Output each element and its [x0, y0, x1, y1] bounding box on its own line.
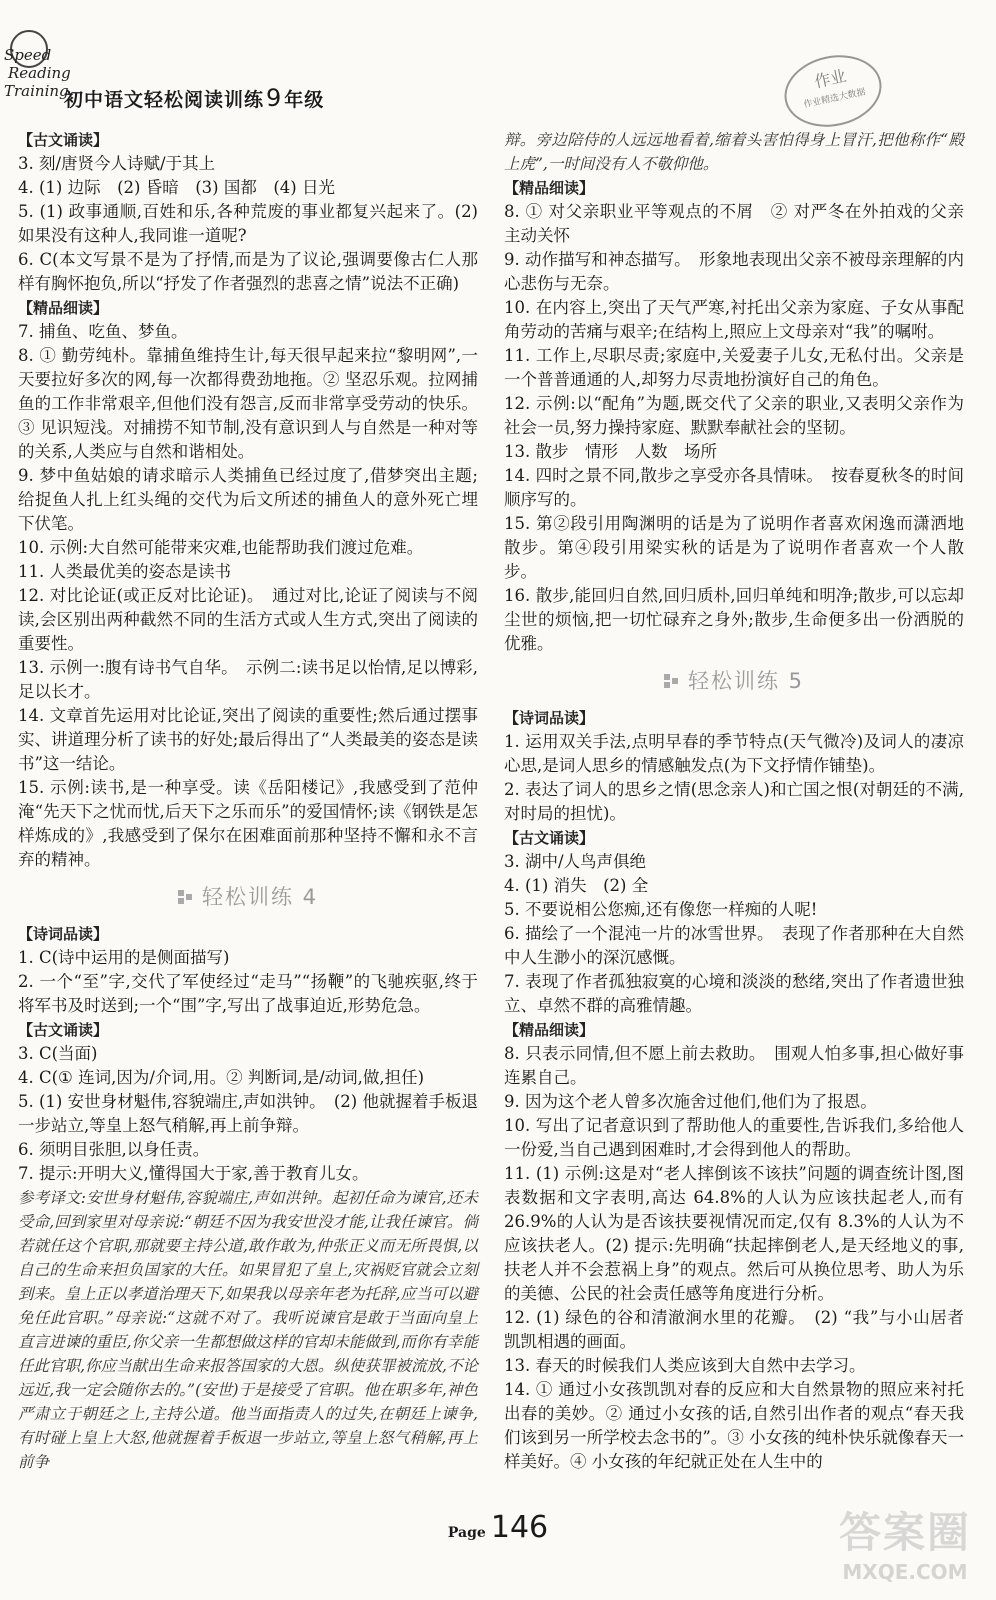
answer-item: 6. C(本文写景不是为了抒情,而是为了议论,强调要像古仁人那样有胸怀抱负,所以“抒发了作者强烈的悲喜之情”说法不正确)	[18, 250, 478, 293]
answer-item: 5. 不要说相公您痴,还有像您一样痴的人呢!	[504, 900, 818, 919]
logo-line-2: Reading	[8, 64, 71, 82]
answer-item: 6. 描绘了一个混沌一片的冰雪世界。 表现了作者那种在大自然中人生渺小的深沉感慨。	[504, 924, 964, 967]
logo-line-1: Speed	[4, 46, 52, 64]
answer-item: 13. 示例一:腹有诗书气自华。 示例二:读书足以怡情,足以博彩,足以长才。	[18, 658, 478, 701]
watermark-logo-text: 答案圈	[838, 1508, 971, 1557]
answer-item: 2. 表达了词人的思乡之情(思念亲人)和亡国之恨(对朝廷的不满,对时局的担忧)。	[504, 780, 964, 823]
answer-item: 2. 一个“至”字,交代了军使经过“走马”“扬鞭”的飞驰疾驱,终于将军书及时送到;一个“围”字,写出了战事迫近,形势危急。	[18, 972, 478, 1015]
answer-item: 14. 四时之景不同,散步之享受亦各具情味。 按春夏秋冬的时间顺序写的。	[504, 466, 964, 509]
answer-item: 3. C(当面)	[18, 1044, 98, 1063]
logo-line-3: Training	[4, 82, 69, 100]
answer-item: 12. 示例:以“配角”为题,既交代了父亲的职业,又表明父亲作为社会一员,努力操持家庭、默默奉献社会的坚韧。	[504, 394, 964, 437]
answer-item: 7. 表现了作者孤独寂寞的心境和淡淡的愁绪,突出了作者遗世独立、卓然不群的高雅情趣。	[504, 972, 964, 1015]
lesson-mark-icon	[664, 674, 678, 688]
answer-item: 1. C(诗中运用的是侧面描写)	[18, 948, 230, 967]
answer-item: 14. 文章首先运用对比论证,突出了阅读的重要性;然后通过摆事实、讲道理分析了读书的好处;最后得出了“人类最美的姿态是读书”这一结论。	[18, 706, 478, 773]
answer-item: 10. 示例:大自然可能带来灾难,也能帮助我们渡过危难。	[18, 538, 424, 557]
book-title-main: 初中语文轻松阅读训练	[64, 89, 265, 111]
answer-item: 5. (1) 安世身材魁伟,容貌端庄,声如洪钟。 (2) 他就握着手板退一步站立,等皇上怒气稍解,再上前争辩。	[18, 1092, 478, 1135]
answer-item: 14. ① 通过小女孩凯凯对春的反应和大自然景物的照应来衬托出春的美妙。② 通过小女孩的话,自然引出作者的观点“春天我们该到另一所学校去念书的”。③ 小女孩的纯朴快乐就像春天一样美好。④ 小女孩的年纪就正处在人生中的	[504, 1380, 964, 1471]
reference-translation: 辩。旁边陪侍的人远远地看着,缩着头害怕得身上冒汗,把他称作“殿上虎”,一时间没有人不敬仰他。	[504, 131, 964, 173]
answer-item: 5. (1) 政事通顺,百姓和乐,各种荒废的事业都复兴起来了。(2) 如果没有这种人,我同谁一道呢?	[18, 202, 478, 245]
answer-item: 10. 写出了记者意识到了帮助他人的重要性,告诉我们,多给他人一份爱,当自己遇到困难时,才会得到他人的帮助。	[504, 1116, 964, 1159]
answer-item: 8. ① 勤劳纯朴。靠捕鱼维持生计,每天很早起来拉“黎明网”,一天要拉好多次的网,每一次都得费劲地拖。② 坚忍乐观。拉网捕鱼的工作非常艰辛,但他们没有怨言,反而非常享受劳动的快乐。③ 见识短浅。对捕捞不知节制,没有意识到人与自然是一种对等的关系,人类应与自然和谐相处。	[18, 346, 478, 461]
left-column	[18, 128, 478, 1474]
book-title-grade: 9	[266, 84, 283, 112]
answer-item: 9. 动作描写和神态描写。 形象地表现出父亲不被母亲理解的内心悲伤与无奈。	[504, 250, 964, 293]
answer-item: 8. 只表示同情,但不愿上前去救助。 围观人怕多事,担心做好事连累自己。	[504, 1044, 964, 1087]
answer-item: 9. 因为这个老人曾多次施舍过他们,他们为了报恩。	[504, 1092, 877, 1111]
page-number: 146	[490, 1510, 549, 1545]
right-column	[504, 128, 964, 1474]
page-label: Page	[447, 1525, 486, 1541]
section-heading: 【古文诵读】	[504, 829, 595, 847]
answer-item: 11. (1) 示例:这是对“老人摔倒该不该扶”问题的调查统计图,图表数据和文字表明,高达 64.8%的人认为应该扶起老人,而有 26.9%的人认为是否该扶要视情况而定,仅有 8.3%的人认为不应该扶老人。(2) 提示:先明确“扶起摔倒老人,是天经地义的事,扶老人并不会惹祸上身”的观点。然后可从换位思考、助人为乐的美德、公民的社会责任感等角度进行分析。	[504, 1164, 964, 1303]
answer-item: 6. 须明目张胆,以身任责。	[18, 1140, 210, 1159]
answer-item: 7. 捕鱼、吃鱼、梦鱼。	[18, 322, 188, 341]
page-header	[0, 0, 996, 126]
lesson-title: 轻松训练 4	[201, 885, 319, 909]
answer-item: 3. 刻/唐贤今人诗赋/于其上	[18, 154, 216, 173]
answer-item: 11. 工作上,尽职尽责;家庭中,关爱妻子儿女,无私付出。父亲是一个普普通通的人,却努力尽责地扮演好自己的角色。	[504, 346, 964, 389]
answer-item: 12. 对比论证(或正反对比论证)。 通过对比,论证了阅读与不阅读,会区别出两种截然不同的生活方式或人生方式,突出了阅读的重要性。	[18, 586, 478, 653]
answer-item: 4. C(① 连词,因为/介词,用。② 判断词,是/动词,做,担任)	[18, 1068, 425, 1087]
answer-item: 8. ① 对父亲职业平等观点的不屑 ② 对严冬在外拍戏的父亲主动关怀	[504, 202, 964, 245]
answer-item: 10. 在内容上,突出了天气严寒,衬托出父亲为家庭、子女从事配角劳动的苦痛与艰辛;在结构上,照应上文母亲对“我”的嘱咐。	[504, 298, 964, 341]
answer-item: 15. 第②段引用陶渊明的话是为了说明作者喜欢闲逸而潇洒地散步。第④段引用梁实秋的话是为了说明作者喜欢一个人散步。	[504, 514, 964, 581]
section-heading: 【精品细读】	[504, 179, 595, 197]
section-heading: 【精品细读】	[18, 299, 109, 317]
answer-item: 13. 春天的时候我们人类应该到大自然中去学习。	[504, 1356, 866, 1375]
stamp-sub-text: 作业精选大数据	[802, 87, 867, 111]
section-heading: 【诗词品读】	[504, 709, 595, 727]
section-heading: 【古文诵读】	[18, 131, 109, 149]
answer-item: 15. 示例:读书,是一种享受。读《岳阳楼记》,我感受到了范仲淹“先天下之忧而忧,后天下之乐而乐”的爱国情怀;读《钢铁是怎样炼成的》,我感受到了保尔在困难面前那种坚持不懈和永不言弃的精神。	[18, 778, 478, 869]
lesson-mark-icon	[178, 890, 192, 904]
book-title-suffix: 年级	[284, 89, 325, 111]
answer-item: 16. 散步,能回归自然,回归质朴,回归单纯和明净;散步,可以忘却尘世的烦恼,把一切忙碌弃之身外;散步,生命便多出一份洒脱的优雅。	[504, 586, 964, 653]
homework-stamp	[778, 47, 888, 136]
answer-item: 12. (1) 绿色的谷和清澈涧水里的花瓣。 (2) “我”与小山居者凯凯相遇的画面。	[504, 1308, 964, 1351]
answer-item: 11. 人类最优美的姿态是读书	[18, 562, 231, 581]
section-heading: 【诗词品读】	[18, 925, 109, 943]
section-heading: 【古文诵读】	[18, 1021, 109, 1039]
watermark	[820, 1500, 990, 1595]
answer-item: 1. 运用双关手法,点明早春的季节特点(天气微冷)及词人的凄凉心思,是词人思乡的情感触发点(为下文抒情作铺垫)。	[504, 732, 964, 775]
watermark-url: MXQE.COM	[842, 1560, 968, 1584]
stamp-main-text: 作业	[812, 66, 849, 92]
answer-item: 13. 散步 情形 人数 场所	[504, 442, 717, 461]
answer-item: 4. (1) 边际 (2) 昏暗 (3) 国都 (4) 日光	[18, 178, 335, 197]
answer-item: 4. (1) 消失 (2) 全	[504, 876, 649, 895]
reference-translation: 参考译文:安世身材魁伟,容貌端庄,声如洪钟。起初任命为谏官,还未受命,回到家里对母亲说:“朝廷不因为我安世没才能,让我任谏官。倘若就任这个官职,那就要主持公道,敢作敢为,仲张正义而无所畏惧,以自己的生命来担负国家的大任。如果冒犯了皇上,灾祸贬官就会立刻到来。皇上正以孝道治理天下,如果我以母亲年老为托辞,应当可以避免任此官职。”母亲说:“这就不对了。我听说谏官是敢于当面向皇上直言进谏的重臣,你父亲一生都想做这样的官却未能做到,而你有幸能任此官职,你应当献出生命来报答国家的大恩。纵使获罪被流放,不论远近,我一定会随你去的。”(安世)于是接受了官职。他在职多年,神色严肃立于朝廷之上,主持公道。他当面指责人的过失,在朝廷上谏争,有时碰上皇上大怒,他就握着手板退一步站立,等皇上怒气稍解,再上前争	[18, 1189, 478, 1471]
lesson-title: 轻松训练 5	[687, 669, 805, 693]
answer-item: 3. 湖中/人鸟声俱绝	[504, 852, 647, 871]
answer-item: 7. 提示:开明大义,懂得国大于家,善于教育儿女。	[18, 1164, 369, 1183]
answer-item: 9. 梦中鱼姑娘的请求暗示人类捕鱼已经过度了,借梦突出主题;给捉鱼人扎上红头绳的交代为后文所述的捕鱼人的意外死亡埋下伏笔。	[18, 466, 478, 533]
lesson-heading	[504, 656, 964, 706]
lesson-heading	[18, 872, 478, 922]
section-heading: 【精品细读】	[504, 1021, 595, 1039]
book-title	[64, 84, 324, 112]
